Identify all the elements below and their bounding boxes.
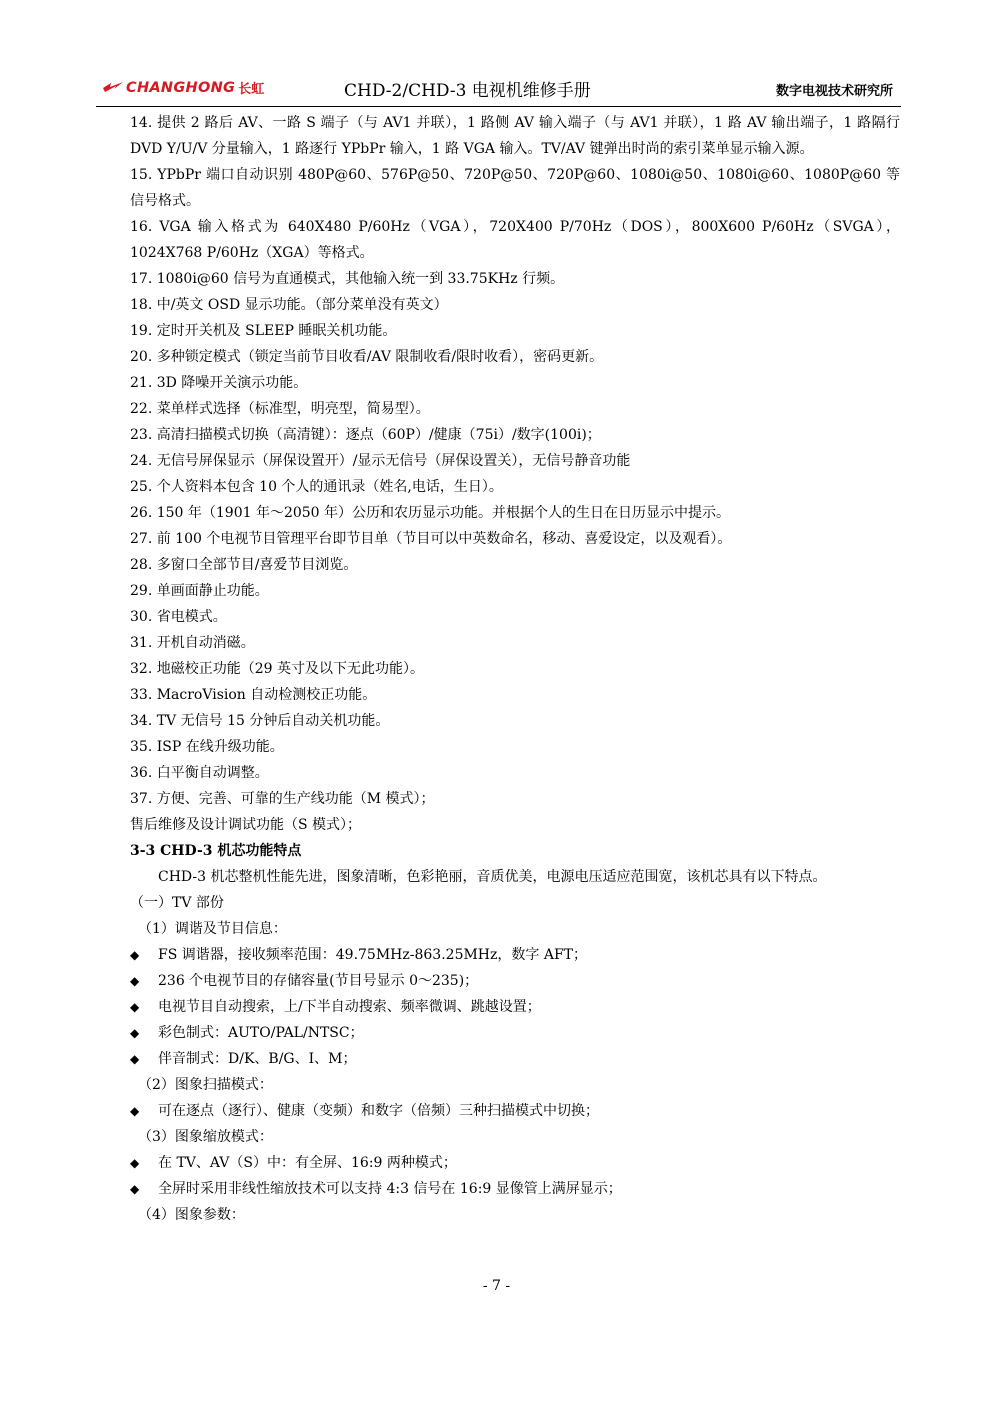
bullet-text: 彩色制式：AUTO/PAL/NTSC； bbox=[158, 1025, 364, 1041]
feature-item: 35. ISP 在线升级功能。 bbox=[130, 739, 284, 755]
bullet-text: 在 TV、AV（S）中：有全屏、16:9 两种模式； bbox=[158, 1155, 457, 1171]
bullet-item bbox=[130, 942, 900, 968]
bullet-item bbox=[130, 1020, 900, 1046]
feature-item: 29. 单画面静止功能。 bbox=[130, 583, 269, 599]
subsection-title: （4）图象参数： bbox=[138, 1207, 245, 1223]
bullet-list bbox=[130, 1150, 900, 1202]
bullet-text: FS 调谐器，接收频率范围：49.75MHz-863.25MHz，数字 AFT； bbox=[158, 947, 588, 963]
feature-item: 28. 多窗口全部节目/喜爱节目浏览。 bbox=[130, 557, 358, 573]
bullet-text: 电视节目自动搜索，上/下半自动搜索、频率微调、跳越设置； bbox=[158, 999, 541, 1015]
feature-item: 17. 1080i@60 信号为直通模式，其他输入统一到 33.75KHz 行频。 bbox=[130, 271, 565, 287]
bullet-text: 236 个电视节目的存储容量(节目号显示 0～235)； bbox=[158, 973, 479, 989]
bullet-item bbox=[130, 1176, 900, 1202]
changhong-logo-icon bbox=[102, 80, 124, 96]
feature-item: 33. MacroVision 自动检测校正功能。 bbox=[130, 687, 377, 703]
part-title: （一）TV 部份 bbox=[130, 895, 224, 911]
subsection-title: （3）图象缩放模式： bbox=[138, 1129, 273, 1145]
section-heading: 3-3 CHD-3 机芯功能特点 bbox=[130, 843, 302, 859]
after-sales-line: 售后维修及设计调试功能（S 模式）； bbox=[130, 817, 362, 833]
bullet-item bbox=[130, 968, 900, 994]
diamond-bullet-icon: ◆ bbox=[130, 1104, 140, 1118]
feature-item: 19. 定时开关机及 SLEEP 睡眠关机功能。 bbox=[130, 323, 397, 339]
feature-item: 18. 中/英文 OSD 显示功能。（部分菜单没有英文） bbox=[130, 297, 448, 313]
feature-item: 16. VGA 输入格式为 640X480 P/60Hz（VGA），720X400 P/70Hz（DOS），800X600 P/60Hz（SVGA），1024X768 P/60Hz（XGA）等格式。 bbox=[130, 219, 900, 261]
diamond-bullet-icon: ◆ bbox=[130, 1026, 140, 1040]
bullet-text: 伴音制式：D/K、B/G、I、M； bbox=[158, 1051, 357, 1067]
changhong-logo bbox=[102, 78, 264, 97]
feature-item: 23. 高清扫描模式切换（高清键）：逐点（60P）/健康（75i）/数字(100i)； bbox=[130, 427, 601, 443]
page-number: - 7 - bbox=[482, 1278, 511, 1294]
feature-list bbox=[130, 110, 900, 812]
page-content bbox=[130, 110, 900, 1228]
institute-name: 数字电视技术研究所 bbox=[775, 84, 893, 99]
feature-item: 27. 前 100 个电视节目管理平台即节目单（节目可以中英数命名，移动、喜爱设定，以及观看）。 bbox=[130, 531, 732, 547]
bullet-text: 全屏时采用非线性缩放技术可以支持 4:3 信号在 16:9 显像管上满屏显示； bbox=[158, 1181, 622, 1197]
feature-item: 32. 地磁校正功能（29 英寸及以下无此功能）。 bbox=[130, 661, 424, 677]
manual-title: CHD-2/CHD-3 电视机维修手册 bbox=[344, 81, 591, 101]
feature-item: 22. 菜单样式选择（标准型，明亮型，简易型）。 bbox=[130, 401, 430, 417]
logo-text: CHANGHONG bbox=[126, 79, 236, 96]
feature-item: 24. 无信号屏保显示（屏保设置开）/显示无信号（屏保设置关），无信号静音功能 bbox=[130, 453, 631, 469]
bullet-list bbox=[130, 1098, 900, 1124]
subsection-title: （1）调谐及节目信息： bbox=[138, 921, 287, 937]
header-rule bbox=[96, 106, 901, 107]
feature-item: 36. 白平衡自动调整。 bbox=[130, 765, 269, 781]
feature-item: 37. 方便、完善、可靠的生产线功能（M 模式）； bbox=[130, 791, 435, 807]
section-intro: CHD-3 机芯整机性能先进，图象清晰，色彩艳丽，音质优美，电源电压适应范围宽，该机芯具有以下特点。 bbox=[158, 869, 827, 885]
feature-item: 34. TV 无信号 15 分钟后自动关机功能。 bbox=[130, 713, 390, 729]
bullet-list bbox=[130, 942, 900, 1072]
diamond-bullet-icon: ◆ bbox=[130, 974, 140, 988]
feature-item: 30. 省电模式。 bbox=[130, 609, 227, 625]
feature-item: 26. 150 年（1901 年～2050 年）公历和农历显示功能。并根据个人的生日在日历显示中提示。 bbox=[130, 505, 731, 521]
diamond-bullet-icon: ◆ bbox=[130, 1182, 140, 1196]
diamond-bullet-icon: ◆ bbox=[130, 1052, 140, 1066]
bullet-text: 可在逐点（逐行）、健康（变频）和数字（倍频）三种扫描模式中切换； bbox=[158, 1103, 599, 1119]
feature-item: 14. 提供 2 路后 AV、一路 S 端子（与 AV1 并联），1 路侧 AV 输入端子（与 AV1 并联），1 路 AV 输出端子，1 路隔行 DVD Y/U/V 分量输入，1 路逐行 YPbPr 输入，1 路 VGA 输入。TV/AV 键弹出时尚的索引菜单显示输入源。 bbox=[130, 115, 900, 157]
bullet-item bbox=[130, 1046, 900, 1072]
page-header bbox=[96, 72, 901, 108]
feature-item: 25. 个人资料本包含 10 个人的通讯录（姓名,电话，生日）。 bbox=[130, 479, 503, 495]
feature-item: 21. 3D 降噪开关演示功能。 bbox=[130, 375, 308, 391]
feature-item: 15. YPbPr 端口自动识别 480P@60、576P@50、720P@50、720P@60、1080i@50、1080i@60、1080P@60 等信号格式。 bbox=[130, 167, 900, 209]
bullet-item bbox=[130, 994, 900, 1020]
diamond-bullet-icon: ◆ bbox=[130, 948, 140, 962]
feature-item: 20. 多种锁定模式（锁定当前节目收看/AV 限制收看/限时收看），密码更新。 bbox=[130, 349, 604, 365]
bullet-item bbox=[130, 1098, 900, 1124]
logo-chinese: 长虹 bbox=[238, 82, 265, 97]
diamond-bullet-icon: ◆ bbox=[130, 1156, 140, 1170]
bullet-item bbox=[130, 1150, 900, 1176]
subsection-title: （2）图象扫描模式： bbox=[138, 1077, 273, 1093]
diamond-bullet-icon: ◆ bbox=[130, 1000, 140, 1014]
feature-item: 31. 开机自动消磁。 bbox=[130, 635, 255, 651]
